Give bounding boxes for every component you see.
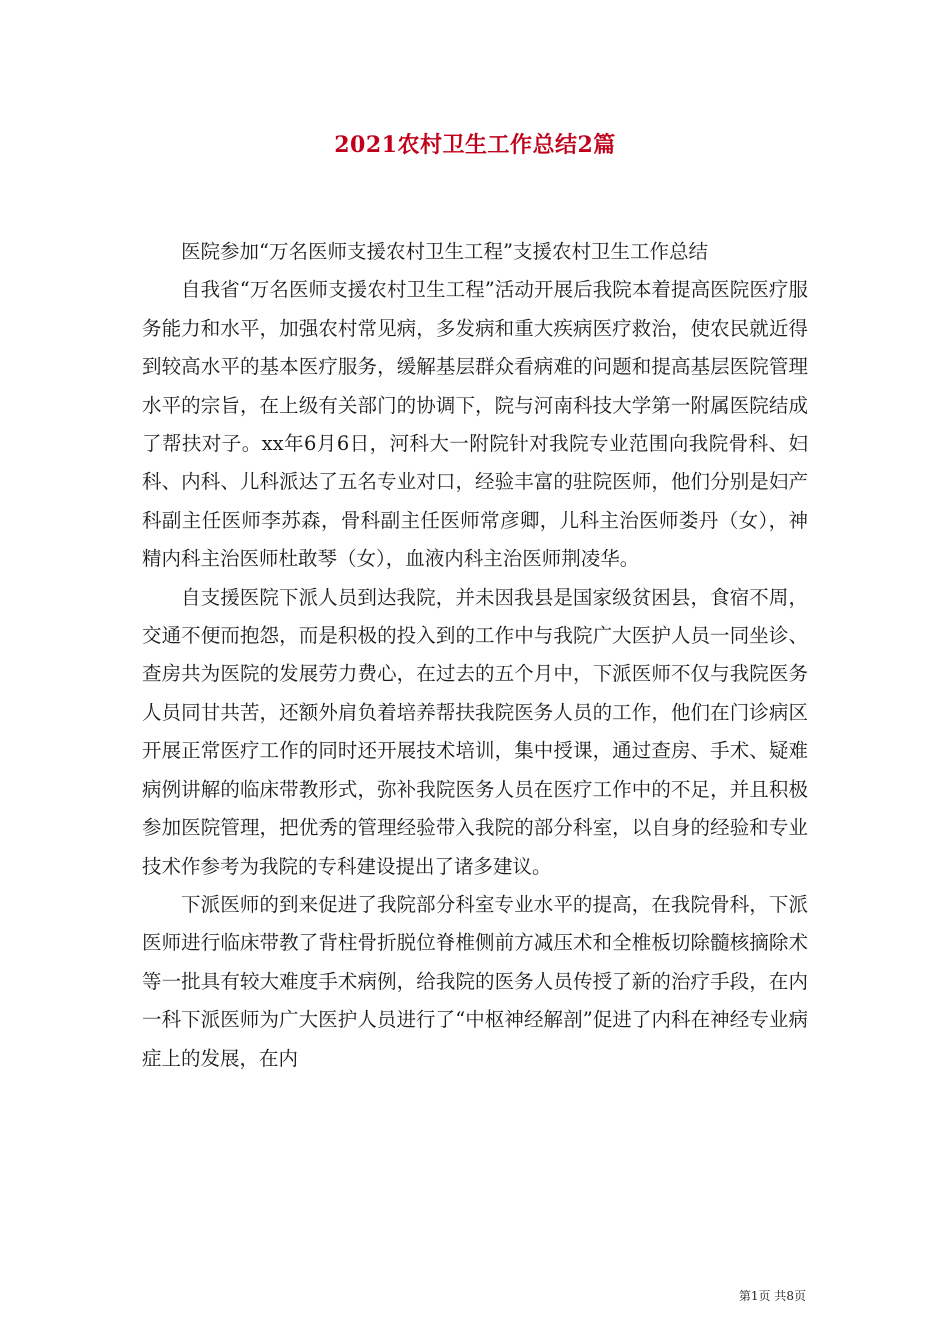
page-number: 第1页 共8页: [738, 1289, 806, 1303]
document-body: [142, 233, 808, 1078]
paragraph: 自支援医院下派人员到达我院，并未因我县是国家级贫困县，食宿不周，交通不便而抱怨，而是积极的投入到的工作中与我院广大医护人员一同坐诊、查房共为医院的发展劳力费心，在过去的五个月中，下派医师不仅与我院医务人员同甘共苦，还额外肩负着培养帮扶我院医务人员的工作，他们在门诊病区开展正常医疗工作的同时还开展技术培训，集中授课，通过查房、手术、疑难病例讲解的临床带教形式，弥补我院医务人员在医疗工作中的不足，并且积极参加医院管理，把优秀的管理经验带入我院的部分科室，以自身的经验和专业技术作参考为我院的专科建设提出了诸多建议。: [142, 585, 808, 878]
paragraph: 医院参加“万名医师支援农村卫生工程”支援农村卫生工作总结: [181, 240, 708, 263]
paragraph: 下派医师的到来促进了我院部分科室专业水平的提高，在我院骨科，下派医师进行临床带教了背柱骨折脱位脊椎侧前方减压术和全椎板切除髓核摘除术等一批具有较大难度手术病例，给我院的医务人员传授了新的治疗手段，在内一科下派医师为广大医护人员进行了“中枢神经解剖”促进了内科在神经专业病症上的发展，在内: [142, 892, 808, 1070]
paragraph: 自我省“万名医师支援农村卫生工程”活动开展后我院本着提高医院医疗服务能力和水平，加强农村常见病，多发病和重大疾病医疗救治，使农民就近得到较高水平的基本医疗服务，缓解基层群众看病难的问题和提高基层医院管理水平的宗旨，在上级有关部门的协调下，院与河南科技大学第一附属医院结成了帮扶对子。xx年6月6日，河科大一附院针对我院专业范围向我院骨科、妇科、内科、儿科派达了五名专业对口，经验丰富的驻院医师，他们分别是妇产科副主任医师李苏森，骨科副主任医师常彦卿，儿科主治医师娄丹（女），神精内科主治医师杜敢琴（女），血液内科主治医师荆凌华。: [142, 278, 808, 571]
document-title: 2021农村卫生工作总结2篇: [334, 132, 616, 158]
